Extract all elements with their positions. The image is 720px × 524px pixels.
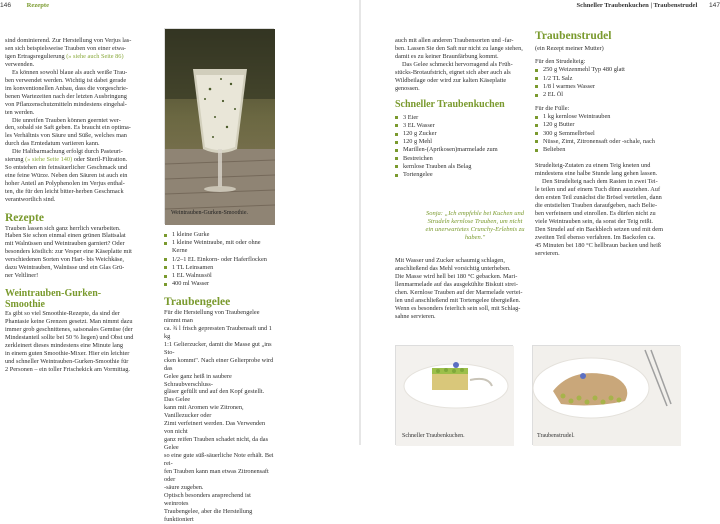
strudel-subtitle: (ein Rezept meiner Mutter) [535,44,604,52]
body-line-text: ben verwendet werden. Wichtig ist dabei gerade [5,76,127,84]
body-line [5,164,158,172]
kuchen-photo-caption: Schneller Traubenkuchen. [402,433,465,439]
body-line: -säure zugeben. [164,483,204,491]
body-line-text: ben verfeinern und einrollen. Es dürfen nicht zu [535,209,656,217]
body-line-text: eine feine Würze. Neben den Säuren ist auch ein [5,172,128,180]
smoothie-photo-image [165,29,275,225]
strudel-photo [532,345,680,445]
body-line-text: servieren. [535,249,560,257]
quote-line: Sonja: „Ich empfehle bei Kuchen und [425,210,525,217]
strudel-photo-image [533,346,681,446]
ingredient-item: 1 EL Walnussöl [164,272,274,280]
body-line: kann mit Aromen wie Zitronen, Vanillezucker oder [164,404,244,420]
left-page-number: 146 [0,2,12,9]
body-line [5,196,158,204]
body-line: sahne servieren. [395,312,436,320]
body-line: Für die Herstellung von Traubengelee nimmt man [164,308,260,324]
smoothie-heading-line-1: Weintrauben-Gurken- [5,288,102,300]
running-title: Schneller Traubenkuchen | Traubenstrudel [576,2,698,9]
body-line: Haben Sie schon einmal einen grünen Blattsalat [5,232,126,240]
body-line [5,156,158,164]
body-line-text: sind dominierend. Zur Herstellung von Verjus las- [5,37,132,44]
body-line [5,117,158,125]
ingredient-item: Marillen-(Aprikosen)marmelade zum [395,146,548,154]
smoothie-photo-caption: Weintrauben-Gurken-Smoothie. [171,210,248,216]
body-line-text: durch das Erntedatum variieren kann. [5,140,100,148]
body-line: ner Veltliner! [5,272,39,280]
ingredient-item: 1 TL Leinsamen [164,264,274,272]
body-line [395,53,548,61]
body-line: Es gibt so viel Smoothie-Rezepte, da sind der [5,310,120,318]
body-line: Trauben lassen sich ganz herrlich verarbeiten. [5,224,121,232]
body-line [5,124,158,132]
body-line [5,69,158,77]
body-line: Gelee ganz heiß in saubere Schraubverschluss- [164,372,232,388]
ingredient-item: 1/2–1 EL Einkorn- oder Haferflocken [164,256,274,264]
page-reference-link[interactable]: (» siehe auch Seite 86) [66,52,124,60]
body-line: verschiedenen Sorten von Hart- bis Weichkäse, [5,256,124,264]
body-line-text: im konventionellen Anbau, dass die vorgeschrie- [5,84,128,92]
ingredient-item: Bestreichen [395,155,548,163]
body-line [395,69,548,77]
body-line [5,61,158,69]
body-line-text: Das Gelee schmeckt hervorragend als Früh- [402,60,513,68]
body-line: und schneller Weintrauben-Gurken-Smoothie für [5,357,129,365]
body-line [535,186,675,194]
body-line: Mit Wasser und Zucker schaumig schlagen, [395,257,505,264]
quote-line: Strudeln kernlose Trauben, um nicht [427,218,523,225]
body-line: in einem guten Smoothie-Mixer. Hier ein leichter [5,349,130,357]
ingredient-item: 1/2 TL Salz [535,75,675,83]
ingredient-item: 1/8 l warmes Wasser [535,83,675,91]
body-line: so eine gute süß-säuerliche Note erhält. Bei rei- [164,452,274,468]
body-line: Wenn es besonders feierlich sein soll, mit Schlag- [395,304,521,312]
ingredient-item: 120 g Zucker [395,130,548,138]
body-line-text: auch mit allen anderen Traubensorten und -far- [395,37,514,44]
gelee-continued-text [395,37,548,93]
body-line-text: genossen. [395,84,420,92]
body-line [5,85,158,93]
ingredient-item: Belieben [535,146,675,154]
smoothie-ingredient-list [164,231,274,288]
body-line [5,109,158,117]
ingredient-item: 120 g Butter [535,121,675,129]
right-page-header [576,1,720,11]
body-line: 1:1 Gelierzucker, damit die Masse gut „ins Sto- [164,340,272,356]
ingredient-item: Nüsse, Zimt, Zitronensaft oder -schale, nach [535,138,675,146]
body-line-text: stücks-Brotaufstrich, eignet sich aber auch als [395,68,511,76]
body-line-text: igen Ertragsregulierung [5,52,65,60]
body-line-text: les Verhältnis von Säure und Süße, welches man [5,132,127,140]
body-line-text: die entstielten Trauben daraufgeben, nach Belie- [535,201,658,209]
smoothie-text [5,310,158,374]
body-line: Mindestanteil sollte bei 50 % liegen) und Obst und [5,334,134,342]
body-line [395,37,548,45]
body-line [5,37,158,45]
kuchen-photo-image [396,346,514,446]
body-line [5,53,158,61]
body-line [5,172,158,180]
left-column-1 [5,37,158,374]
fuelle-label: Für die Fülle: [535,105,570,113]
body-line: llenmarmelade auf das ausgekühlte Biskuit strei- [395,280,518,288]
kuchen-text [395,257,548,321]
body-line-text: den, sobald sie Saft geben. Es braucht ein optima- [5,124,131,132]
ingredient-item: 1 kleine Gurke [164,231,274,239]
body-line-text: le teilen und auf einem Tuch dünn ausziehen. Auf [535,186,661,194]
right-page-number: 147 [708,2,720,9]
page-reference-link[interactable]: (» siehe Seite 140) [25,156,73,164]
body-line [395,85,548,93]
body-line-text: Wildbeilage oder wird zur kalten Käseplatte [395,76,507,84]
rezepte-text [5,225,158,281]
sonja-quote [400,210,550,242]
traubengelee-text [164,309,274,524]
ingredient-item: 2 EL Öl [535,91,675,99]
body-line-text: sen sich beispielsweise Trauben von einer etwa- [5,44,127,52]
right-page [360,0,720,445]
body-line: len und anschließend mit Tortengelee übergießen. [395,296,521,304]
body-line: Die Masse wird hell bei 180 °C gebacken. Mari- [395,272,518,280]
ingredient-item: 120 g Mehl [395,138,548,146]
strudel-text [535,162,675,257]
body-line [5,45,158,53]
body-line: mit Walnüssen und Weintrauben garniert? Oder [5,240,125,248]
body-line [535,170,675,178]
body-line [535,242,675,250]
body-line-text: ten werden. [5,108,35,116]
body-line: ca. ¾ l frisch gepressten Traubensaft und 1 kg [164,324,272,340]
body-line-text: Den Strudel auf ein Backblech setzen und mit dem [535,225,663,233]
right-column-1 [395,37,548,179]
body-line-text: von Pflanzenschutzmitteln mindestens eingehal- [5,100,127,108]
quote-line: ein unerwartetes Crunchy-Erlebnis zu [425,226,525,233]
smoothie-photo [164,28,274,224]
body-line: Traubengelee, aber die Herstellung funktioniert [164,507,253,523]
ingredient-item: 3 Eier [395,114,548,122]
rezepte-heading: Rezepte [5,212,44,225]
section-label: Rezepte [26,2,50,9]
kuchen-method [395,257,548,321]
body-line [5,180,158,188]
body-line [395,45,548,53]
body-line: ganz reifen Trauben schadet nicht, da das Gelee [164,436,269,452]
quote-line: haben." [464,234,486,241]
body-line-text: Es können sowohl blaue als auch weiße Trau- [12,68,128,76]
body-line [535,234,675,242]
body-line [5,93,158,101]
ingredient-item: kernlose Trauben als Belag [395,163,548,171]
body-line-text: sierung [5,156,24,164]
ingredient-item: 1 kleine Weintraube, mit oder ohne Kerne [164,239,274,255]
body-line: besonders köstlich: zur Vesper eine Käseplatte mit [5,248,132,256]
right-column-2 [535,30,675,258]
body-line: fen Trauben kann man etwas Zitronensaft oder [164,467,269,483]
body-line-text: verantwortlich sind. [5,196,56,204]
body-line: anschließend das Mehl vorsichtig unterheben. [395,264,511,272]
kuchen-ingredient-list [395,114,548,180]
body-line-text: mindestens eine halbe Stunde lang gehen lassen. [535,170,658,178]
body-line-text: damit es zu keiner Braunfärbung kommt. [395,52,499,60]
body-line [535,250,675,258]
body-line: cken kommt". Nach einer Gelierprobe wird das [164,356,274,372]
traubengelee-heading: Traubengelee [164,296,231,309]
body-line [5,132,158,140]
body-line-text: 45 Minuten bei 180 °C hellbraun backen und heiß [535,241,661,249]
body-line [395,77,548,85]
body-line [5,77,158,85]
body-line-text: Strudelteig-Zutaten zu einem Teig kneten und [535,162,651,170]
ingredient-item: Tortengelee [395,171,548,179]
body-line-text: den ersten Teil zunächst die Brösel verteilen, dann [535,194,662,201]
body-line: Phantasie keine Grenzen gesetzt. Man nimmt dazu [5,318,133,326]
body-line-text: verwenden. [5,60,35,68]
kuchen-heading: Schneller Traubenkuchen [395,98,505,110]
fuelle-ingredient-list [535,113,675,154]
body-line-text: Die Haltbarmachung erfolgt durch Pasteuri- [12,148,123,156]
body-line [5,188,158,196]
body-line [535,226,675,234]
left-page-header [0,1,49,11]
body-line-text: benen Wartezeiten nach der letzten Ausbringung [5,92,127,100]
body-line [535,162,675,170]
body-line-text: Den Strudelteig nach dem Rasten in zwei Tei- [542,178,658,186]
body-line-text: Die unreifen Trauben können geerntet wer- [12,116,121,124]
smoothie-heading [5,288,158,310]
body-line: 2 Personen – ein toller Frischekick am Vormittag. [5,365,130,373]
body-line-text: viele Weintrauben sein, da sonst der Teig reißt. [535,217,653,225]
body-line [5,148,158,156]
ingredient-item: 300 g Semmelbrösel [535,130,675,138]
body-line: gläser gefüllt und auf den Kopf gestellt. Das Gelee [164,388,265,404]
smoothie-heading-line-2: Smoothie [5,299,45,311]
body-line: dazu Weintrauben, Walnüsse und ein Glas Grü- [5,264,125,272]
body-line: zerkleinert dieses mindestens eine Minute lang [5,342,124,349]
body-line [535,218,675,226]
strudel-photo-caption: Traubenstrudel. [537,433,575,439]
ingredient-item: 3 EL Wasser [395,122,548,130]
left-page [0,0,360,523]
ingredient-item: 400 ml Wasser [164,280,274,288]
body-line: Optisch besonders ansprechend ist weinrotes [164,491,251,507]
body-line: immer grob geschnittenes, saisonales Gemüse (der [5,326,133,334]
body-line-text: hoher Anteil an Polyphenolen im Verjus enthal- [5,180,125,188]
body-line: Zimt verfeinert werden. Das Verwenden von nicht [164,420,266,436]
teig-ingredient-list [535,66,675,99]
ingredient-item: 1 kg kernlose Weintrauben [535,113,675,121]
body-line-text: ten, die für den leicht bitter-herben Geschmack [5,188,124,196]
body-line-text: So entstehen ein feinsäuerlicher Geschmack und [5,164,128,172]
body-line-text: ben. Lassen Sie den Saft nur nicht zu lange stehen, [395,44,523,52]
body-line [5,140,158,148]
body-line-text: oder Steril-Filtration. [73,156,128,164]
body-line [535,178,675,186]
body-line [535,210,675,218]
body-line [5,101,158,109]
body-line [395,61,548,69]
verjus-text [5,37,158,204]
body-line: chen. Kernlose Trauben auf der Marmelade vertei- [395,288,523,296]
kuchen-photo [395,345,513,445]
body-line [535,202,675,210]
left-column-2 [164,231,274,524]
strudel-heading: Traubenstrudel [535,30,612,42]
ingredient-item: 250 g Weizenmehl Typ 480 glatt [535,66,675,74]
teig-label: Für den Strudelteig: [535,58,586,66]
body-line [535,194,675,202]
body-line-text: zweiten Teil ebenso verfahren. Im Backofen ca. [535,233,656,241]
